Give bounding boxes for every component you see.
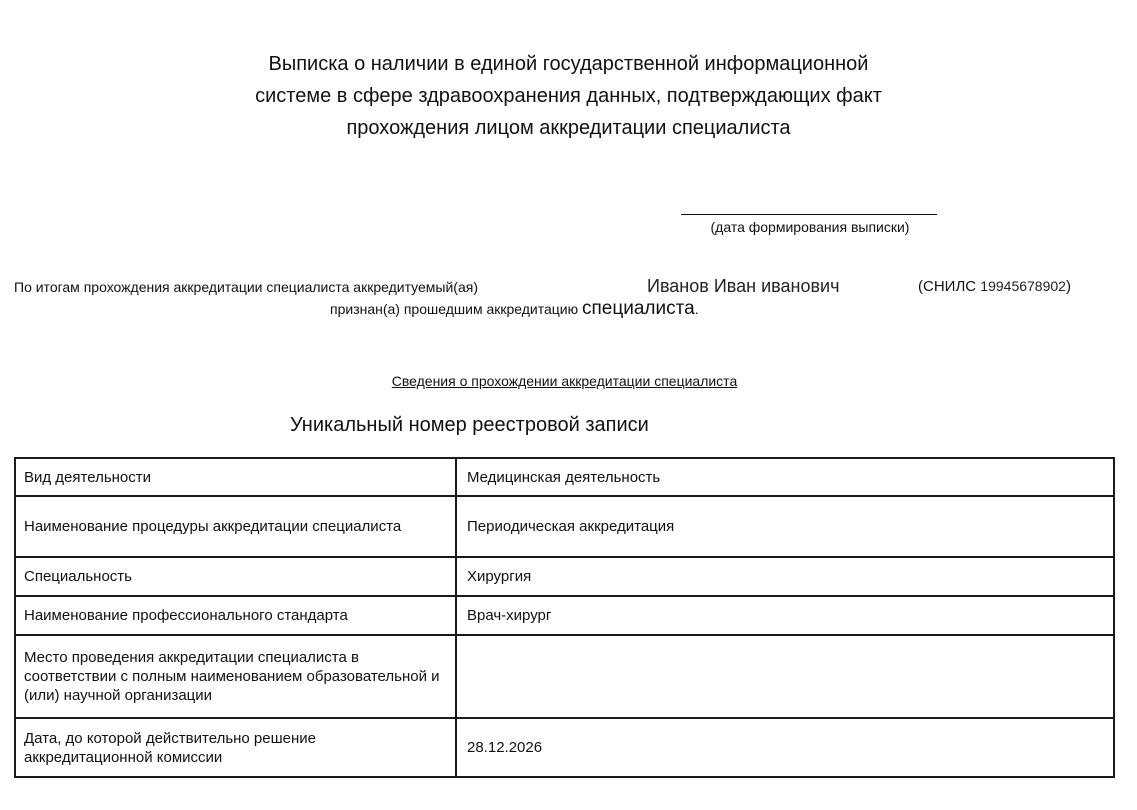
table-row: [15, 557, 1114, 596]
table-row: [15, 718, 1114, 777]
person-name: Иванов Иван иванович: [647, 276, 840, 296]
table-row: [15, 596, 1114, 635]
row-label: Наименование профессионального стандарта: [15, 596, 456, 635]
row-label: Наименование процедуры аккредитации специалиста: [15, 496, 456, 557]
row-label: Специальность: [15, 557, 456, 596]
snils-suffix: ): [1065, 278, 1071, 295]
table-row: [15, 496, 1114, 557]
section-heading-text: Сведения о прохождении аккредитации специалиста: [391, 373, 738, 389]
row-value: [456, 635, 1114, 718]
row-label: Вид деятельности: [15, 458, 456, 496]
title-line: системе в сфере здравоохранения данных, подтверждающих факт: [255, 85, 882, 107]
snils-block: [918, 276, 1071, 297]
date-signature-line: [681, 214, 937, 215]
table-row: [15, 458, 1114, 496]
row-value: Врач-хирург: [456, 596, 1114, 635]
document-title: [0, 48, 1137, 144]
title-line: Выписка о наличии в единой государственной информационной: [268, 53, 869, 75]
row-value: 28.12.2026: [456, 718, 1114, 777]
row-value: Медицинская деятельность: [456, 458, 1114, 496]
row-value: Периодическая аккредитация: [456, 496, 1114, 557]
row-label: Дата, до которой действительно решение аккредитационной комиссии: [15, 718, 456, 777]
registry-number-heading: Уникальный номер реестровой записи: [290, 414, 649, 436]
result-line2-emphasis: специалиста: [582, 298, 695, 319]
row-label: Место проведения аккредитации специалиста в соответствии с полным наименованием образовательной и (или) научной организации: [15, 635, 456, 718]
result-line2-text: признан(а) прошедшим аккредитацию: [330, 301, 579, 317]
snils-number: 19945678902: [980, 278, 1066, 294]
date-caption: (дата формирования выписки): [710, 219, 910, 235]
title-line: прохождения лицом аккредитации специалиста: [346, 117, 791, 139]
accreditation-table: [14, 457, 1115, 778]
result-statement-line1: По итогам прохождения аккредитации специалиста аккредитуемый(ая): [14, 279, 478, 295]
snils-prefix: (СНИЛС: [918, 278, 977, 295]
result-statement-line2: [330, 299, 699, 319]
row-value: Хирургия: [456, 557, 1114, 596]
section-heading: [0, 372, 1129, 390]
result-line2-end: .: [694, 301, 699, 317]
table-row: [15, 635, 1114, 718]
